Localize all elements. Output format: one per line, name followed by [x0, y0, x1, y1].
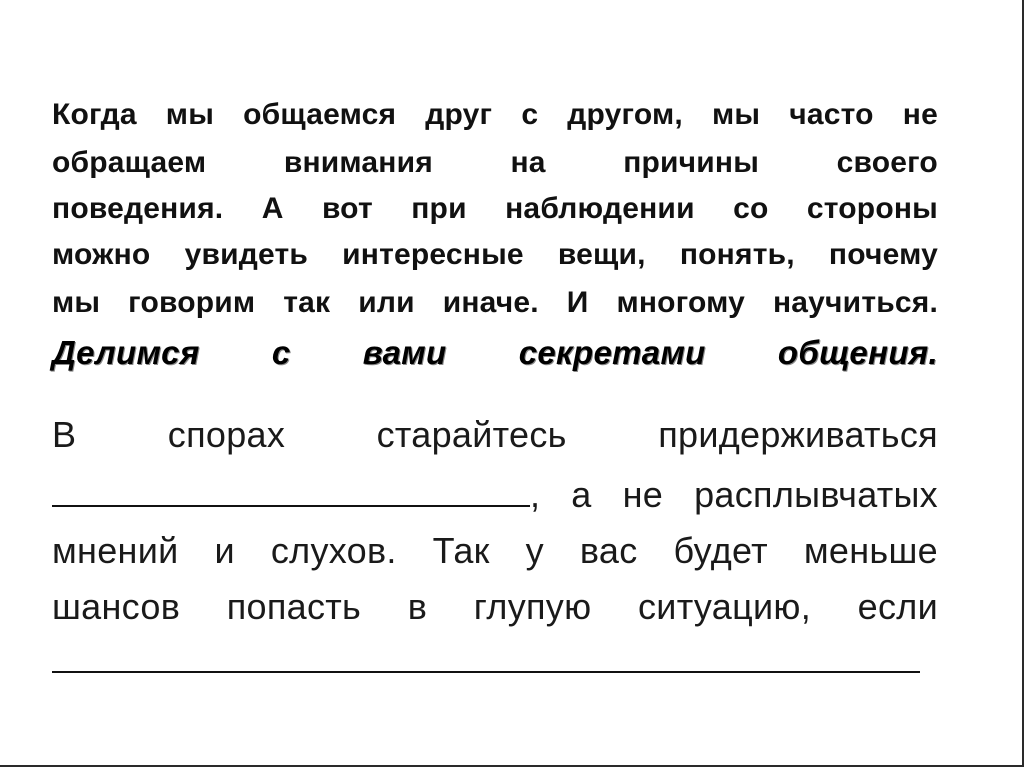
word: со: [733, 192, 769, 225]
task-line-1: [52, 414, 938, 456]
word: говорим: [128, 286, 256, 319]
word: ситуацию,: [637, 586, 812, 627]
intro-line-3: [52, 192, 938, 226]
word: или: [358, 286, 415, 319]
word: расплывчатых: [694, 474, 938, 515]
word: попасть: [226, 586, 362, 627]
word: понять,: [679, 238, 795, 271]
emphasis-line: [52, 334, 938, 372]
word: в: [407, 586, 428, 627]
word: а: [571, 474, 592, 515]
word: обращаем: [52, 146, 207, 179]
intro-line-1: [52, 98, 938, 132]
word: старайтесь: [376, 414, 567, 455]
word: вот: [321, 192, 373, 225]
intro-line-2: [52, 146, 938, 180]
word: глупую: [473, 586, 592, 627]
word: будет: [673, 530, 768, 571]
blank-with-comma: ,: [52, 474, 540, 516]
word: Когда: [52, 98, 137, 131]
word: другом,: [567, 98, 683, 131]
word: слухов.: [270, 530, 397, 571]
word: секретами: [518, 334, 706, 371]
task-line-4: [52, 586, 938, 628]
word: И: [566, 286, 589, 319]
word: иначе.: [442, 286, 539, 319]
word: многому: [616, 286, 746, 319]
word: мы: [165, 98, 215, 131]
word: причины: [623, 146, 760, 179]
word: на: [510, 146, 546, 179]
word: наблюдении: [505, 192, 695, 225]
word: не: [622, 474, 664, 515]
word: А: [261, 192, 284, 225]
word: можно: [52, 238, 151, 271]
word: мы: [52, 286, 101, 319]
word: так: [283, 286, 331, 319]
word: мнений: [52, 530, 179, 571]
word: увидеть: [184, 238, 308, 271]
word: интересные: [342, 238, 524, 271]
word: не: [902, 98, 938, 131]
intro-line-4: [52, 238, 938, 272]
word: В: [52, 414, 77, 455]
word: меньше: [803, 530, 938, 571]
word: мы: [711, 98, 761, 131]
word: Делимся: [52, 334, 200, 371]
word: шансов: [52, 586, 181, 627]
word: почему: [828, 238, 938, 271]
word: и: [214, 530, 235, 571]
task-line-3: [52, 530, 938, 572]
word: с: [271, 334, 291, 371]
task-line-2: [52, 474, 938, 516]
intro-line-5: [52, 286, 938, 320]
answer-blank-1[interactable]: [52, 477, 530, 507]
word: своего: [836, 146, 938, 179]
word: вас: [579, 530, 638, 571]
word: внимания: [283, 146, 433, 179]
word: если: [857, 586, 938, 627]
word: научиться.: [772, 286, 938, 319]
task-line-5: [52, 640, 938, 682]
word: общения.: [777, 334, 938, 371]
word: стороны: [806, 192, 938, 225]
word: часто: [789, 98, 874, 131]
answer-blank-2[interactable]: [52, 643, 920, 673]
word: спорах: [167, 414, 286, 455]
word: общаемся: [243, 98, 397, 131]
word: друг: [425, 98, 493, 131]
word: придерживаться: [658, 414, 938, 455]
word: Так: [432, 530, 490, 571]
word: вещи,: [557, 238, 646, 271]
word: с: [521, 98, 539, 131]
word: вами: [362, 334, 447, 371]
word: у: [525, 530, 544, 571]
word: поведения.: [52, 192, 224, 225]
word: при: [411, 192, 467, 225]
